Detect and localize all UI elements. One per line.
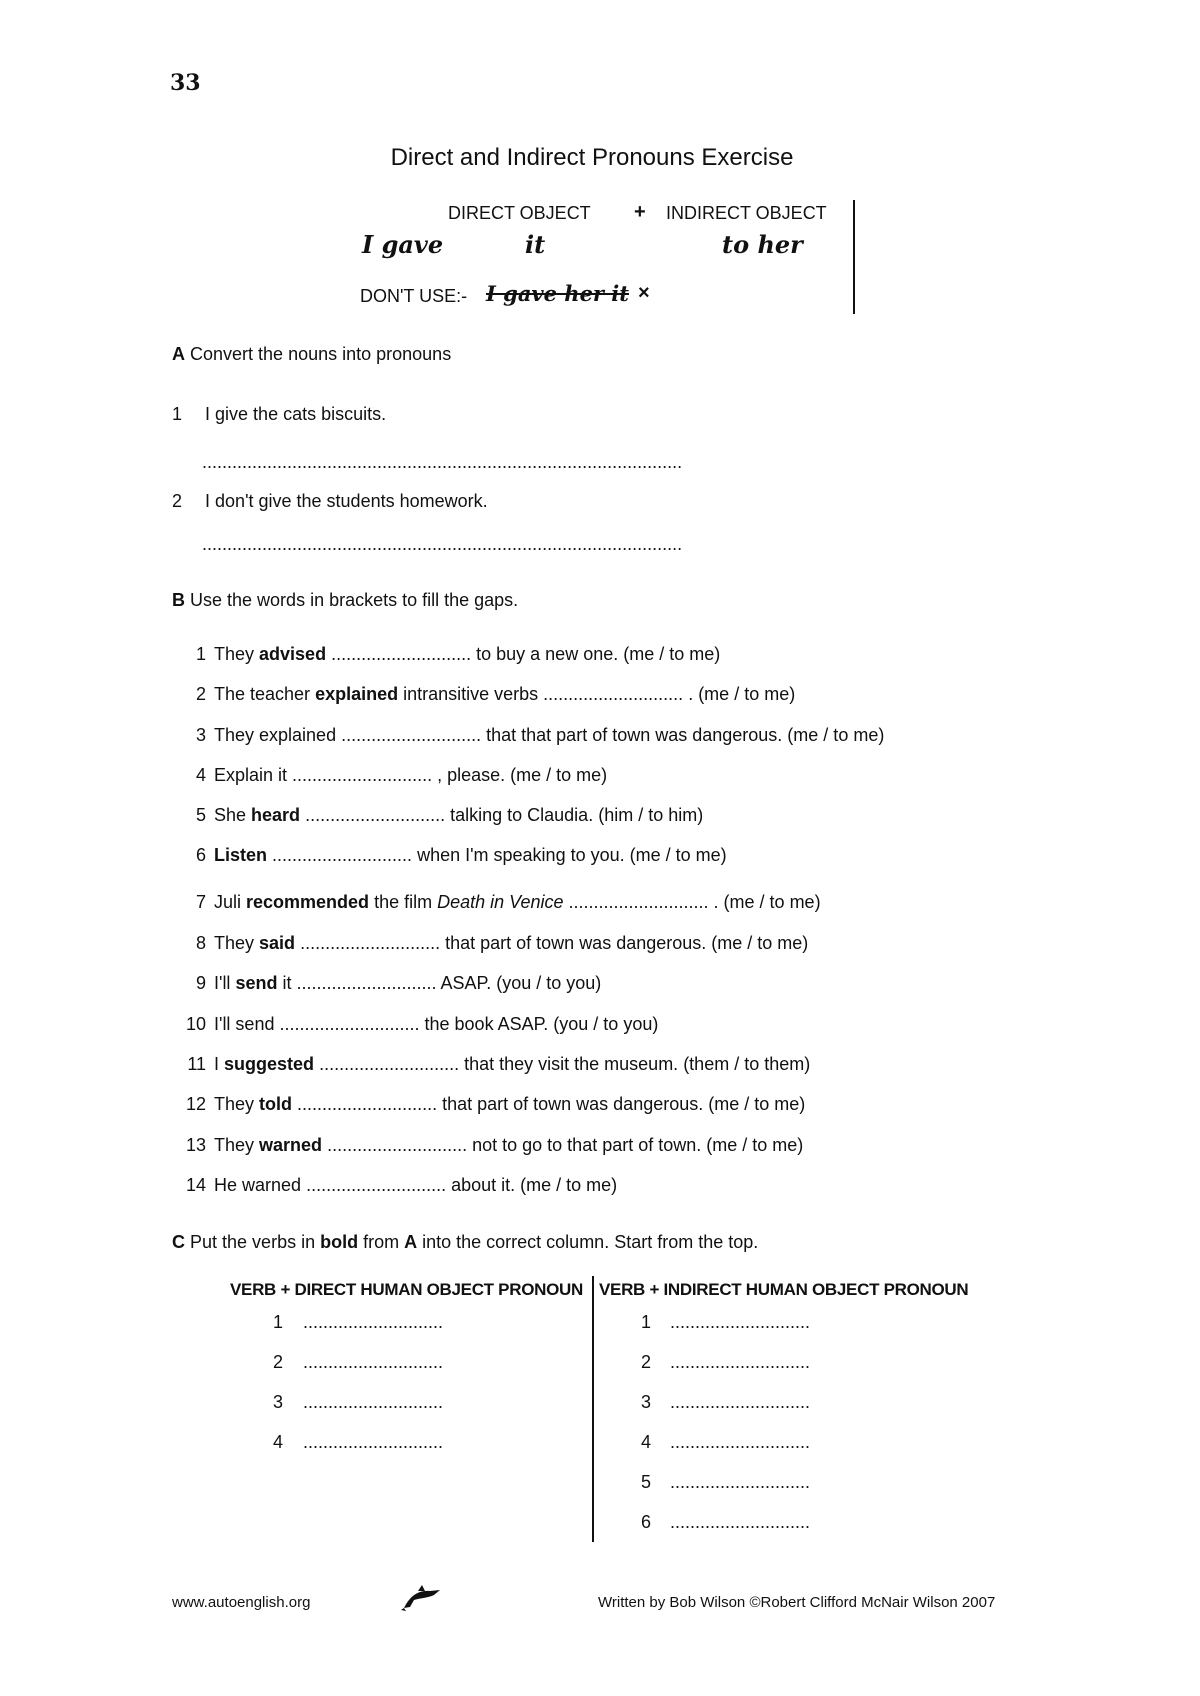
right-column-answer-blank[interactable]: ............................ (670, 1352, 811, 1372)
right-column-row-number: 2 (641, 1352, 652, 1372)
right-column-answer-blank[interactable]: ............................ (670, 1312, 811, 1332)
item-text-post: . (me / to me) (708, 892, 821, 912)
item-number: 1 (195, 644, 206, 664)
item-verb-bold: told (259, 1094, 293, 1114)
item-text-pre: They explained (214, 725, 342, 745)
left-column-answer-blank[interactable]: ............................ (303, 1432, 444, 1452)
item-number: 4 (195, 765, 206, 785)
section-b-heading (172, 590, 518, 611)
item-verb-bold: advised (259, 644, 327, 664)
direct-object-label: DIRECT OBJECT (448, 203, 591, 223)
section-c-heading (172, 1232, 758, 1253)
item-verb-bold: send (235, 973, 278, 993)
gap-blank[interactable]: ............................ (331, 644, 472, 664)
item-number: 14 (185, 1175, 206, 1195)
column-divider (592, 1276, 594, 1542)
item-number: 10 (185, 1014, 206, 1034)
gap-blank[interactable]: ............................ (272, 845, 413, 865)
right-column-answer-blank[interactable]: ............................ (670, 1512, 811, 1532)
example-indirect-handwritten: to her (722, 230, 803, 259)
right-column-row-number: 1 (641, 1312, 652, 1332)
item-text-post: ASAP. (you / to you) (436, 973, 602, 993)
item-text-pre: They (214, 1135, 260, 1155)
right-column-answer-blank[interactable]: ............................ (670, 1432, 811, 1452)
section-a-heading (172, 344, 451, 365)
gap-blank[interactable]: ............................ (543, 684, 684, 704)
section-a-item (172, 404, 386, 425)
right-column-row-number: 6 (641, 1512, 652, 1532)
answer-line[interactable]: ................................................................................................ (202, 534, 683, 554)
left-column-row-number: 4 (273, 1432, 284, 1452)
item-text-pre: I (214, 1054, 225, 1074)
item-number: 7 (195, 892, 206, 912)
item-text-pre: I'll send (214, 1014, 280, 1034)
right-column-row-number: 5 (641, 1472, 652, 1492)
item-text-mid: the film (369, 892, 438, 912)
item-verb-bold: Listen (214, 845, 268, 865)
film-title: Death in Venice (437, 892, 564, 912)
dolphin-logo-icon (400, 1582, 444, 1617)
gap-blank[interactable]: ............................ (319, 1054, 460, 1074)
section-c-instruction-post: into the correct column. Start from the top. (417, 1232, 759, 1252)
right-column-answer-blank[interactable]: ............................ (670, 1392, 811, 1412)
section-a-item (172, 491, 488, 512)
item-text-pre: The teacher (214, 684, 316, 704)
item-text-post: to buy a new one. (me / to me) (471, 644, 721, 664)
item-text-pre: Explain it (214, 765, 293, 785)
section-b-instruction: Use the words in brackets to fill the gaps. (190, 590, 519, 610)
left-column-answer-blank[interactable]: ............................ (303, 1312, 444, 1332)
section-a-letter: A (172, 344, 185, 364)
item-number: 2 (195, 684, 206, 704)
item-text-pre: They (214, 933, 260, 953)
example-subject-handwritten: I gave (362, 230, 444, 259)
page-number-handwritten: 33 (170, 70, 201, 96)
item-text-pre: I'll (214, 973, 236, 993)
wrong-mark-icon: × (638, 282, 650, 304)
item-verb-bold: explained (315, 684, 399, 704)
left-column-row-number: 1 (273, 1312, 284, 1332)
item-text-post: that part of town was dangerous. (me / to me) (440, 933, 809, 953)
answer-line[interactable]: ................................................................................................ (202, 452, 683, 472)
plus-sign: + (634, 201, 646, 223)
item-text-post: talking to Claudia. (him / to him) (445, 805, 704, 825)
example-vertical-rule (853, 200, 855, 314)
item-number: 2 (172, 491, 183, 511)
page-title-text: Direct and Indirect Pronouns Exercise (390, 144, 794, 171)
gap-blank[interactable]: ............................ (292, 765, 433, 785)
example-direct-handwritten: it (525, 230, 546, 259)
item-text-post: the book ASAP. (you / to you) (419, 1014, 659, 1034)
item-number: 12 (185, 1094, 206, 1114)
left-column-row-number: 2 (273, 1352, 284, 1372)
footer-website[interactable]: www.autoenglish.org (172, 1594, 311, 1611)
item-verb-bold: said (259, 933, 296, 953)
gap-blank[interactable]: ............................ (563, 892, 709, 912)
left-column-answer-blank[interactable]: ............................ (303, 1392, 444, 1412)
item-text-post: not to go to that part of town. (me / to me) (467, 1135, 804, 1155)
right-column-row-number: 3 (641, 1392, 652, 1412)
item-number: 3 (195, 725, 206, 745)
section-c-instruction-bold2: A (404, 1232, 418, 1252)
item-text-pre: She (214, 805, 252, 825)
section-c-instruction-bold: bold (320, 1232, 359, 1252)
gap-blank[interactable]: ............................ (327, 1135, 468, 1155)
section-c-letter: C (172, 1232, 185, 1252)
item-text-pre: He warned (214, 1175, 307, 1195)
gap-blank[interactable]: ............................ (306, 1175, 447, 1195)
item-verb-bold: heard (251, 805, 301, 825)
item-text-post: that that part of town was dangerous. (me / to me) (481, 725, 885, 745)
item-text-mid: it (277, 973, 297, 993)
item-number: 8 (195, 933, 206, 953)
left-column-header: VERB + DIRECT HUMAN OBJECT PRONOUN (230, 1280, 583, 1299)
gap-blank[interactable]: ............................ (297, 1094, 438, 1114)
section-a-instruction: Convert the nouns into pronouns (190, 344, 452, 364)
item-text-pre: They (214, 1094, 260, 1114)
item-verb-bold: warned (259, 1135, 323, 1155)
item-text: I give the cats biscuits. (205, 404, 387, 424)
section-b-letter: B (172, 590, 185, 610)
item-text-post: about it. (me / to me) (446, 1175, 618, 1195)
item-verb-bold: recommended (246, 892, 370, 912)
dont-use-label: DON'T USE:- (360, 286, 468, 306)
indirect-object-label: INDIRECT OBJECT (666, 203, 827, 223)
item-verb-bold: suggested (224, 1054, 315, 1074)
item-text-post: that they visit the museum. (them / to them) (459, 1054, 811, 1074)
item-text-pre: They (214, 644, 260, 664)
item-text-pre: Juli (214, 892, 247, 912)
gap-blank[interactable]: ............................ (341, 725, 482, 745)
gap-blank[interactable]: ............................ (279, 1014, 420, 1034)
right-column-header: VERB + INDIRECT HUMAN OBJECT PRONOUN (599, 1280, 969, 1299)
item-text-post: when I'm speaking to you. (me / to me) (412, 845, 727, 865)
item-text-post: . (me / to me) (683, 684, 796, 704)
page-title (0, 144, 1200, 172)
gap-blank[interactable]: ............................ (300, 933, 441, 953)
item-number: 1 (172, 404, 183, 424)
footer-credit: Written by Bob Wilson ©Robert Clifford McNair Wilson 2007 (598, 1594, 996, 1611)
gap-blank[interactable]: ............................ (296, 973, 437, 993)
right-column-answer-blank[interactable]: ............................ (670, 1472, 811, 1492)
item-text-mid: intransitive verbs (398, 684, 544, 704)
item-number: 13 (185, 1135, 206, 1155)
item-text: I don't give the students homework. (205, 491, 488, 511)
item-text-post: , please. (me / to me) (432, 765, 608, 785)
gap-blank[interactable]: ............................ (305, 805, 446, 825)
section-c-instruction-pre: Put the verbs in (190, 1232, 321, 1252)
left-column-answer-blank[interactable]: ............................ (303, 1352, 444, 1372)
section-c-instruction-mid: from (358, 1232, 405, 1252)
right-column-row-number: 4 (641, 1432, 652, 1452)
item-number: 5 (195, 805, 206, 825)
item-number: 6 (195, 845, 206, 865)
dont-use-wrong-example: I gave her it (486, 281, 629, 306)
item-number: 11 (187, 1054, 206, 1074)
item-text-post: that part of town was dangerous. (me / to me) (437, 1094, 806, 1114)
left-column-row-number: 3 (273, 1392, 284, 1412)
item-number: 9 (195, 973, 206, 993)
